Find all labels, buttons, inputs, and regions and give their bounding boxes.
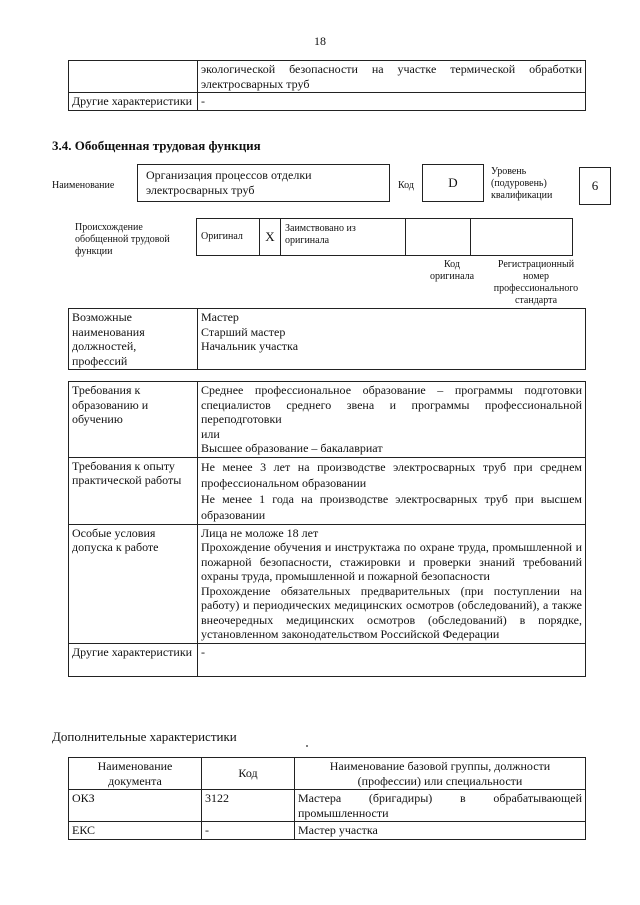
position-item: Старший мастер [201,324,286,339]
origin-code-caption: Код оригинала [429,259,475,282]
additional-header-name: Наименование базовой группы, должности (профессии) или специальности [295,758,586,790]
table-row [69,309,586,370]
experience-line: Не менее 3 лет на производстве электросварных труб при среднем профессиональном образовании [201,459,582,490]
section-heading: 3.4. Обобщенная трудовая функция [52,138,261,153]
gtf-level-value: 6 [579,167,611,205]
top-table [68,60,586,111]
additional-header-code: Код [202,758,295,790]
education-value [198,382,586,458]
top-row2-value: - [198,93,586,111]
table-row [69,822,586,840]
experience-label: Требования к опыту практической работы [69,457,198,524]
stray-dot [306,745,308,747]
experience-value [198,457,586,524]
top-row2-label: Другие характеристики [69,93,198,111]
additional-title: Дополнительные характеристики [52,729,237,744]
table-row [69,790,586,822]
top-row1-value: экологической безопасности на участке термической обработки электросварных труб [198,61,586,93]
gtf-code-label: Код [398,180,414,191]
additional-cell: ЕКС [69,822,202,840]
origin-borrowed-label: Заимствовано из оригинала [281,219,406,256]
positions-table [68,308,586,370]
additional-cell: 3122 [202,790,295,822]
table-row [197,219,573,256]
origin-label: Происхождение обобщенной трудовой функции [75,222,170,257]
additional-cell: Мастера (бригадиры) в обрабатывающей промышленности [295,790,586,822]
conditions-line: Лица не моложе 18 лет [201,525,319,540]
origin-code-cell [406,219,471,256]
table-row [69,382,586,458]
additional-cell: Мастер участка [295,822,586,840]
position-item: Начальник участка [201,339,299,353]
education-label: Требования к образованию и обучению [69,382,198,458]
gtf-level-label: Уровень (подуровень) квалификации [491,166,553,201]
education-line: Высшее образование – бакалавриат [201,441,383,455]
experience-line: Не менее 1 года на производстве электросварных труб при высшем образовании [201,491,582,522]
table-row [69,61,586,93]
additional-cell: - [202,822,295,840]
education-line: или [201,426,220,441]
gtf-name-value: Организация процессов отделки электросварных труб [137,164,390,202]
additional-table [68,757,586,840]
position-item: Мастер [201,310,239,324]
additional-cell: ОКЗ [69,790,202,822]
table-row [69,758,586,790]
top-row1-label [69,61,198,93]
origin-original-label: Оригинал [197,219,260,256]
education-line: Среднее профессиональное образование – программы подготовки специалистов среднего звена и программы профессиональной переподготовки [201,383,582,426]
origin-table [196,218,573,256]
gtf-name-label: Наименование [52,180,115,191]
table-row [69,457,586,524]
other-value: - [198,643,586,676]
additional-header-document: Наименование документа [69,758,202,790]
page-number: 18 [314,34,326,48]
origin-reg-cell [471,219,573,256]
conditions-label: Особые условия допуска к работе [69,524,198,643]
other-label: Другие характеристики [69,643,198,676]
table-row [69,643,586,676]
positions-list [198,309,586,370]
conditions-line: Прохождение обязательных предварительных (при поступлении на работу) и периодических медицинских осмотров (обследований), а также внеочередных медицинских осмотров (обследований) в порядке, установленном законодательством Российской Федерации [201,583,582,641]
conditions-value [198,524,586,643]
origin-reg-caption: Регистрационный номер профессионального стандарта [493,259,579,306]
table-row [69,93,586,111]
positions-label: Возможные наименования должностей, профессий [69,309,198,370]
gtf-code-value: D [422,164,484,202]
requirements-table [68,381,586,677]
table-row [69,524,586,643]
conditions-line: Прохождение обучения и инструктажа по охране труда, промышленной и пожарной безопасности, стажировки и проверки знаний требований охраны труда, промышленной и пожарной безопасности [201,540,582,583]
origin-original-mark: X [260,219,281,256]
